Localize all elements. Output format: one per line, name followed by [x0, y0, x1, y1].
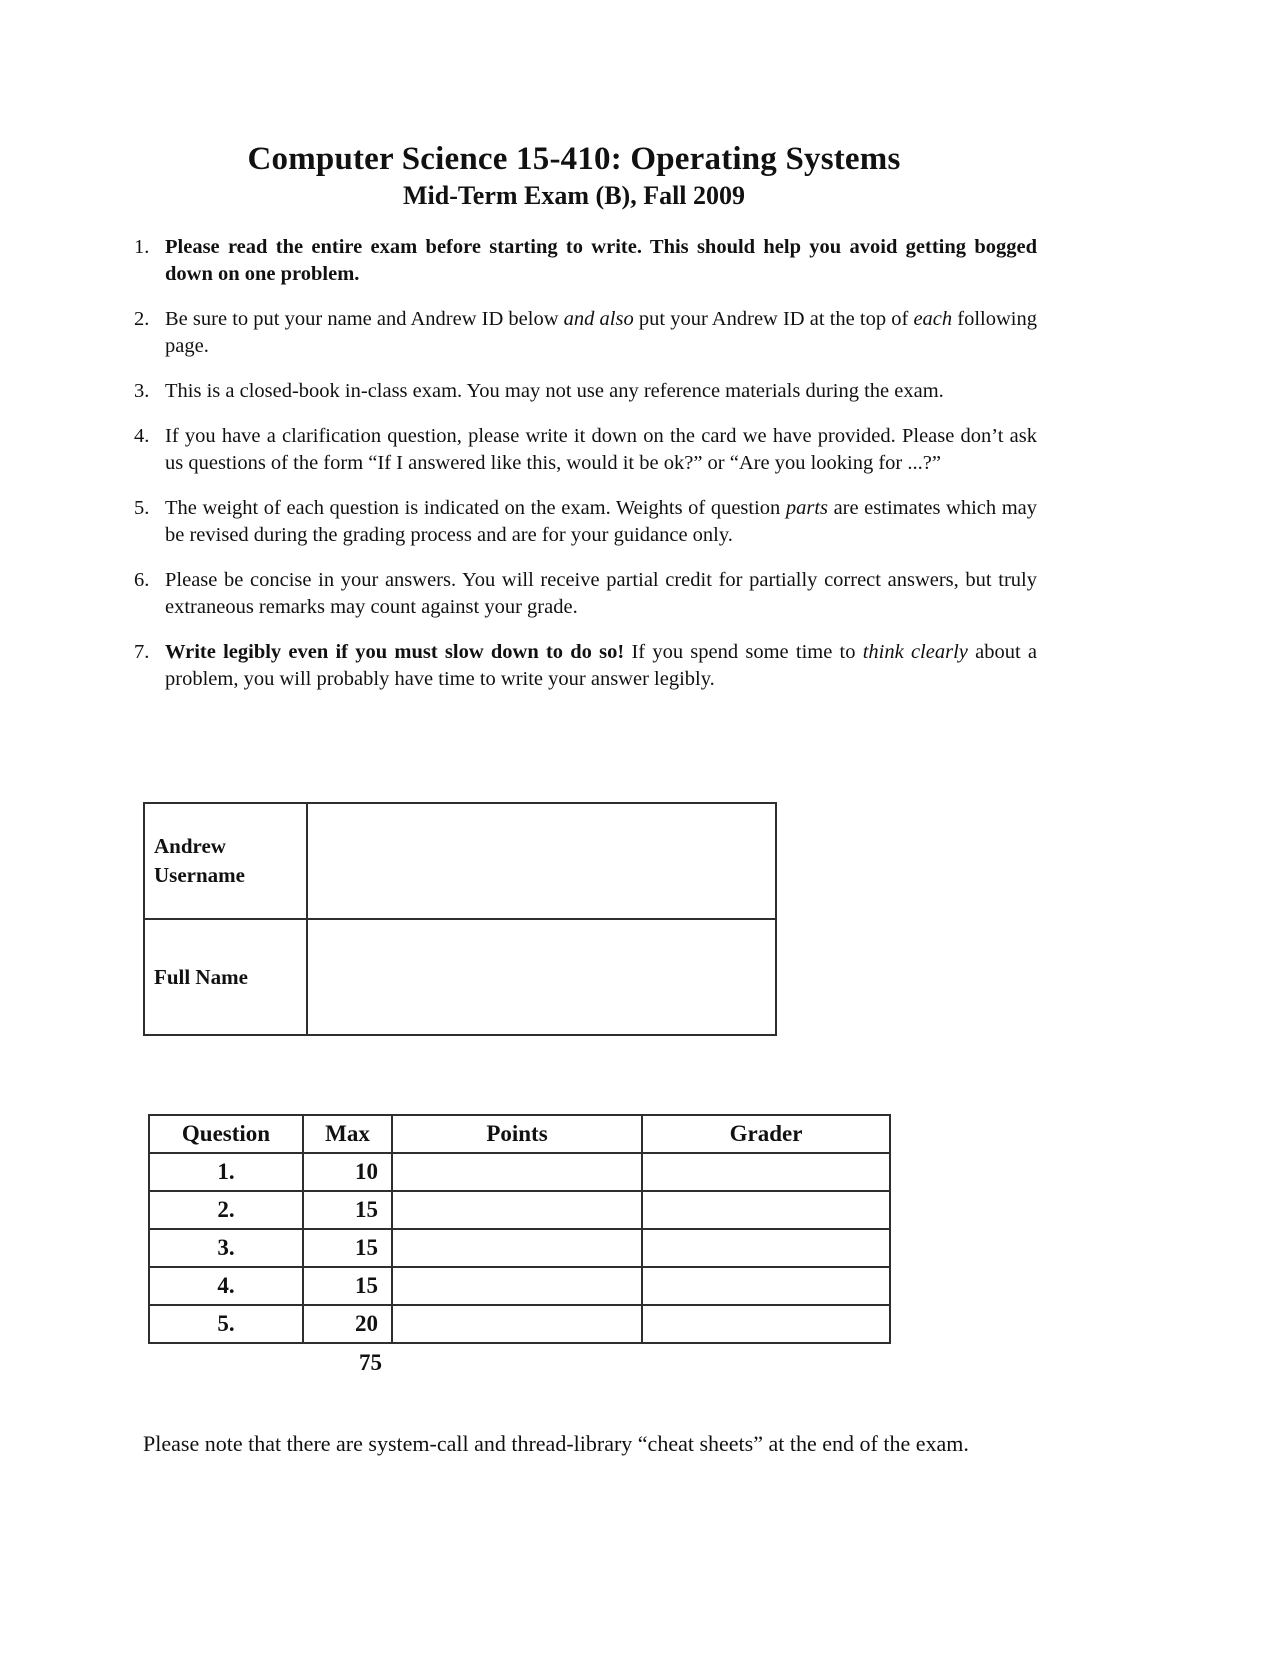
- max-points-cell: 15: [303, 1191, 392, 1229]
- cheat-sheet-note: Please note that there are system-call and thread-library “cheat sheets” at the end of the exam.: [143, 1431, 969, 1456]
- max-column-header: Max: [303, 1115, 392, 1153]
- table-row: [144, 803, 776, 919]
- instruction-text-italic: each: [913, 308, 953, 330]
- instruction-text: put your Andrew ID at the top of: [633, 308, 914, 330]
- question-column-header: Question: [149, 1115, 303, 1153]
- instruction-text: This is a closed-book in-class exam. You may not use any reference materials during the exam.: [165, 380, 944, 402]
- instruction-text: are estimates which may be revised during the grading process and are for your guidance only.: [165, 497, 1037, 546]
- full-name-field: [307, 919, 776, 1035]
- grader-column-header: Grader: [642, 1115, 890, 1153]
- instruction-text: Please read the entire exam before starting to write. This should help you avoid getting bogged down on one problem.: [165, 236, 1037, 285]
- question-number-cell: 2.: [149, 1191, 303, 1229]
- points-cell: [392, 1267, 642, 1305]
- max-points-cell: 20: [303, 1305, 392, 1343]
- total-max-points: 75: [359, 1350, 382, 1375]
- grader-cell: [642, 1267, 890, 1305]
- score-table: [148, 1114, 891, 1344]
- instruction-text: Be sure to put your name and Andrew ID below: [165, 308, 564, 330]
- full-name-label: Full Name: [144, 919, 307, 1035]
- table-row: [149, 1305, 890, 1343]
- question-number-cell: 5.: [149, 1305, 303, 1343]
- points-cell: [392, 1229, 642, 1267]
- instruction-item-7: [108, 639, 1037, 693]
- name-entry-table: [143, 802, 777, 1036]
- instruction-list: [108, 234, 1040, 693]
- instruction-text: following page.: [165, 308, 1037, 357]
- instruction-text: about a problem, you will probably have time to write your answer legibly.: [165, 641, 1037, 690]
- instruction-item-5: [108, 495, 1037, 549]
- grader-cell: [642, 1153, 890, 1191]
- instruction-text: If you have a clarification question, please write it down on the card we have provided. Please don’t ask us questions of the form “If I answered like this, would it be ok?” or “Are you looking for ...?”: [165, 425, 1037, 474]
- table-row: [149, 1229, 890, 1267]
- question-number-cell: 3.: [149, 1229, 303, 1267]
- item-number: 1.: [134, 236, 150, 258]
- exam-header-and-instructions: [108, 140, 1040, 711]
- item-number: 7.: [134, 641, 150, 663]
- item-number: 2.: [134, 308, 150, 330]
- instruction-item-4: [108, 423, 1037, 477]
- instruction-text: The weight of each question is indicated on the exam. Weights of question: [165, 497, 786, 519]
- points-cell: [392, 1305, 642, 1343]
- item-number: 6.: [134, 569, 150, 591]
- item-number: 3.: [134, 380, 150, 402]
- max-points-cell: 15: [303, 1229, 392, 1267]
- max-points-cell: 10: [303, 1153, 392, 1191]
- instruction-text-italic: and also: [563, 308, 634, 330]
- item-number: 4.: [134, 425, 150, 447]
- points-cell: [392, 1153, 642, 1191]
- instruction-text-italic: parts: [785, 497, 829, 519]
- table-header-row: [149, 1115, 890, 1153]
- instruction-text-bold: Write legibly even if you must slow down to do so!: [165, 641, 625, 663]
- item-number: 5.: [134, 497, 150, 519]
- max-points-cell: 15: [303, 1267, 392, 1305]
- instruction-text: If you spend some time to: [624, 641, 863, 663]
- instruction-item-1: [108, 234, 1037, 288]
- instruction-item-2: [108, 306, 1037, 360]
- points-cell: [392, 1191, 642, 1229]
- table-row: [149, 1191, 890, 1229]
- instruction-text-italic: think clearly: [862, 641, 968, 663]
- page-title: Computer Science 15-410: Operating Systems: [247, 141, 901, 177]
- grader-cell: [642, 1305, 890, 1343]
- andrew-username-field: [307, 803, 776, 919]
- instruction-item-3: [108, 378, 1037, 405]
- question-number-cell: 1.: [149, 1153, 303, 1191]
- andrew-username-label: Andrew Username: [144, 803, 307, 919]
- page-subtitle: Mid-Term Exam (B), Fall 2009: [402, 181, 746, 210]
- grader-cell: [642, 1229, 890, 1267]
- question-number-cell: 4.: [149, 1267, 303, 1305]
- points-column-header: Points: [392, 1115, 642, 1153]
- instruction-text: Please be concise in your answers. You will receive partial credit for partially correct answers, but truly extraneous remarks may count against your grade.: [165, 569, 1037, 618]
- grader-cell: [642, 1191, 890, 1229]
- table-row: [149, 1267, 890, 1305]
- table-row: [144, 919, 776, 1035]
- instruction-item-6: [108, 567, 1037, 621]
- table-row: [149, 1153, 890, 1191]
